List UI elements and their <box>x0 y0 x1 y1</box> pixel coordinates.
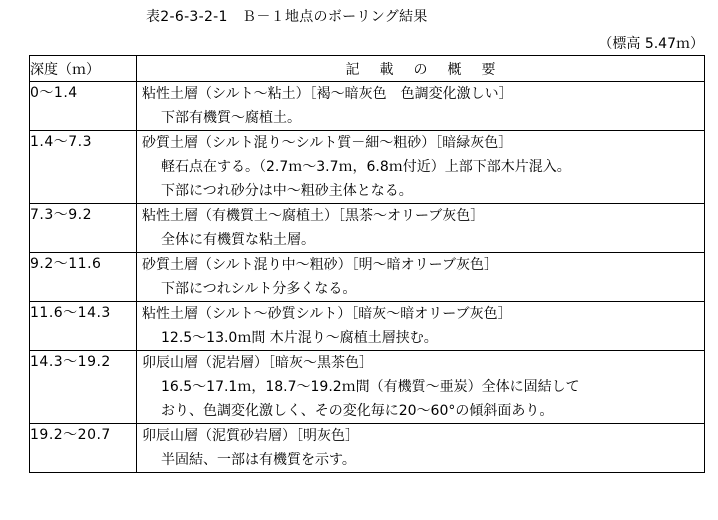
description-line: 粘性土層（シルト～砂質シルト）［暗灰～暗オリーブ灰色］ <box>142 306 512 322</box>
description-cell <box>137 424 705 473</box>
description-line: おり、色調変化激しく、その変化毎に20～60°の傾斜面あり。 <box>161 403 554 419</box>
table-row <box>30 351 705 424</box>
table-row <box>30 131 705 204</box>
description-column-header <box>137 56 705 82</box>
table-row <box>30 302 705 351</box>
description-header-char: 記 <box>345 61 360 78</box>
description-line: 下部有機質～腐植土。 <box>161 110 301 126</box>
depth-cell: 11.6～14.3 <box>30 302 137 351</box>
description-line: 下部につれシルト分多くなる。 <box>161 281 357 297</box>
description-cell <box>137 351 705 424</box>
table-header-row <box>30 56 705 82</box>
table-row <box>30 424 705 473</box>
depth-cell: 19.2～20.7 <box>30 424 137 473</box>
description-line: 粘性土層（シルト～粘土）［褐～暗灰色 色調変化激しい］ <box>142 86 513 102</box>
description-cell <box>137 204 705 253</box>
table-caption: 表2-6-3-2-1 Ｂ－１地点のボーリング結果 <box>146 9 428 25</box>
depth-cell: 1.4～7.3 <box>30 131 137 204</box>
description-header-char: 載 <box>379 61 394 78</box>
description-line: 12.5～13.0ｍ間 木片混り～腐植土層挟む。 <box>161 330 438 346</box>
description-cell <box>137 131 705 204</box>
elevation-note: （標高 5.47ｍ） <box>598 36 704 52</box>
depth-cell: 14.3～19.2 <box>30 351 137 424</box>
description-header-char: の <box>413 61 428 78</box>
depth-column-header: 深度（ｍ） <box>30 56 137 82</box>
description-line: 全体に有機質な粘土層。 <box>161 232 315 248</box>
description-line: 卯辰山層（泥岩層）［暗灰～黒茶色］ <box>142 355 373 371</box>
description-line: 砂質土層（シルト混り中～粗砂）［明～暗オリーブ灰色］ <box>142 257 498 273</box>
description-cell <box>137 253 705 302</box>
boring-log-table <box>29 55 705 473</box>
description-header-char: 概 <box>447 61 462 78</box>
description-cell <box>137 302 705 351</box>
description-line: 半固結、一部は有機質を示す。 <box>161 452 356 468</box>
table-row <box>30 82 705 131</box>
depth-cell: 0～1.4 <box>30 82 137 131</box>
description-line: 下部につれ砂分は中～粗砂主体となる。 <box>161 183 413 199</box>
description-line: 16.5～17.1ｍ，18.7～19.2ｍ間（有機質～亜炭）全体に固結して <box>161 379 580 395</box>
depth-cell: 9.2～11.6 <box>30 253 137 302</box>
table-row <box>30 253 705 302</box>
description-header-char: 要 <box>481 61 496 78</box>
description-cell <box>137 82 705 131</box>
description-line: 卯辰山層（泥質砂岩層）［明灰色］ <box>142 428 359 444</box>
depth-cell: 7.3～9.2 <box>30 204 137 253</box>
table-row <box>30 204 705 253</box>
description-line: 粘性土層（有機質土～腐植土）［黒茶～オリーブ灰色］ <box>142 208 485 224</box>
description-line: 砂質土層（シルト混り～シルト質－細～粗砂）［暗緑灰色］ <box>142 135 513 151</box>
description-line: 軽石点在する。（2.7ｍ～3.7ｍ，6.8ｍ付近）上部下部木片混入。 <box>161 159 571 175</box>
